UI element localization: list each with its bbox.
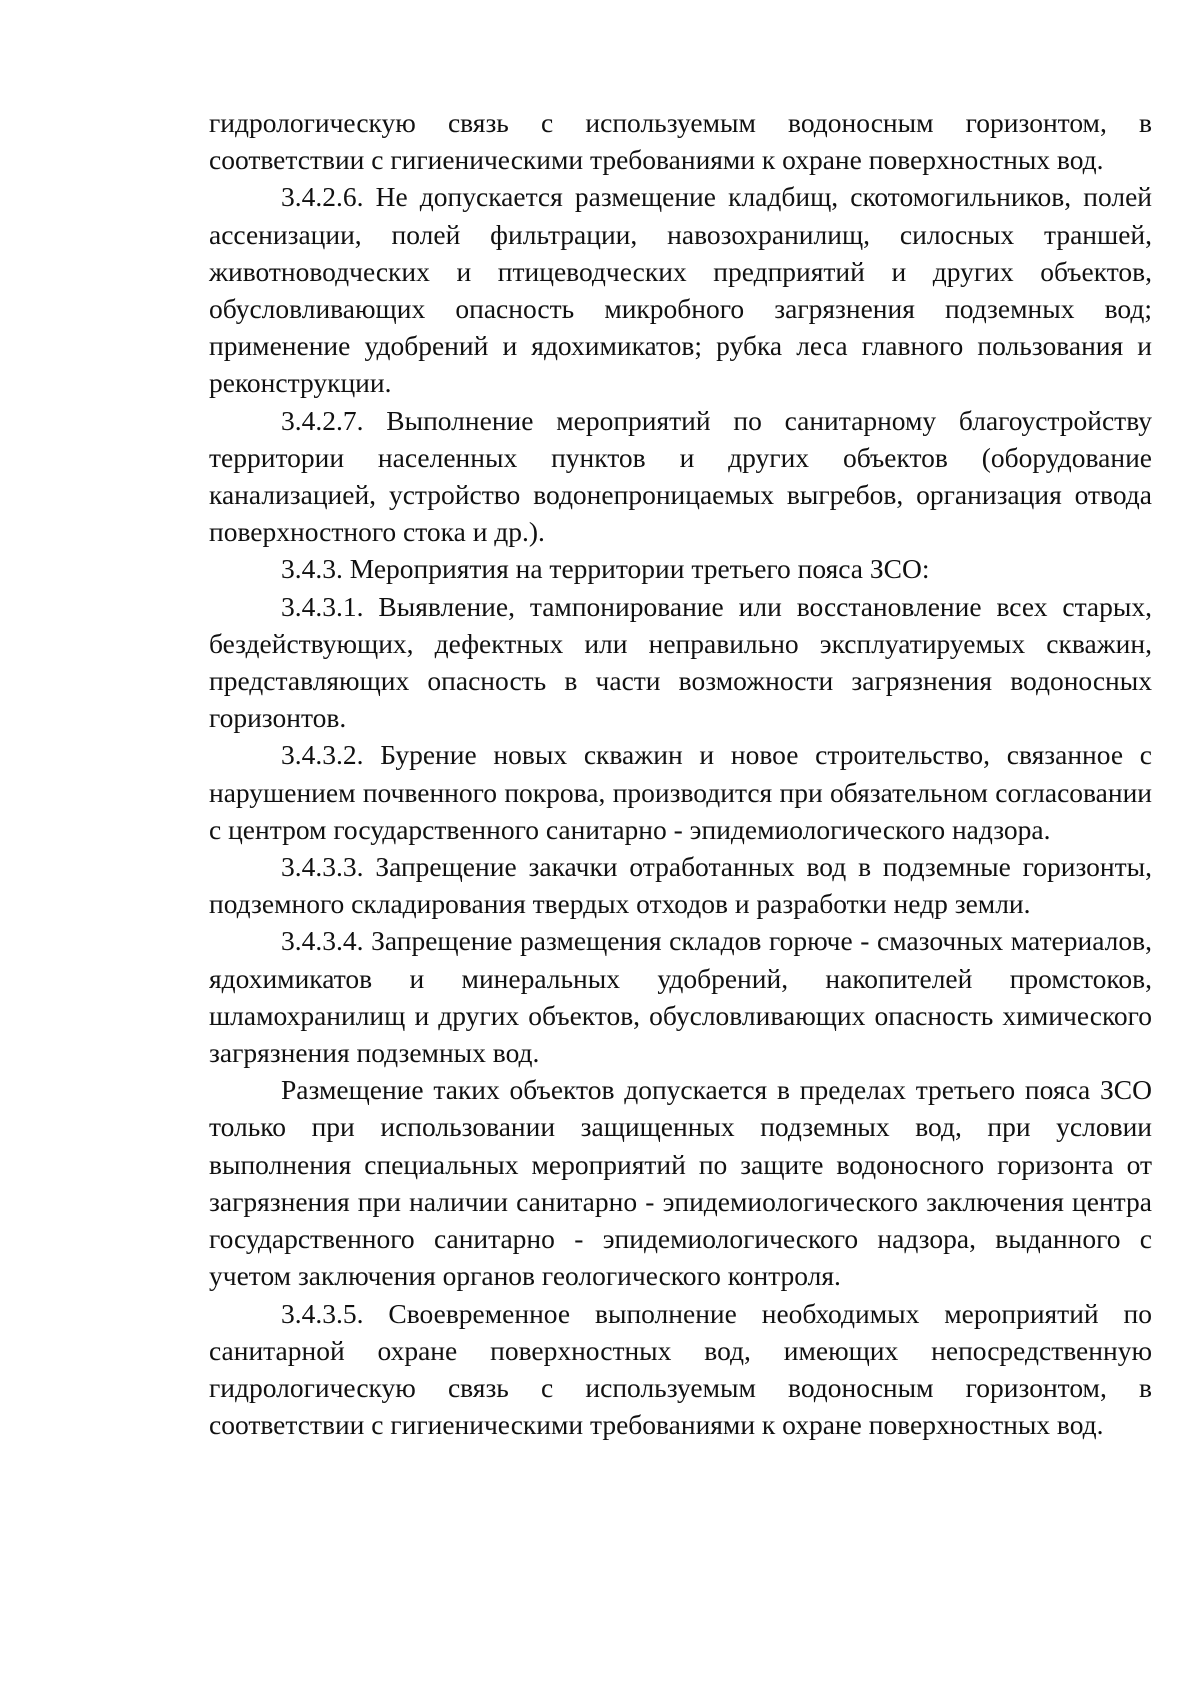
paragraph-3-4-3-2: 3.4.3.2. Бурение новых скважин и новое строительство, связанное с нарушением почвенного покрова, производится при обязательном согласовании с центром государственного санитарно - эпидемиологического надзора.	[209, 739, 1152, 845]
paragraph-3-4-3-1: 3.4.3.1. Выявление, тампонирование или восстановление всех старых, бездействующих, дефектных или неправильно эксплуатируемых скважин, представляющих опасность в части возможности загрязнения водоносных горизонтов.	[209, 590, 1152, 734]
paragraph-continuation: гидрологическую связь с используемым водоносным горизонтом, в соответствии с гигиеническими требованиями к охране поверхностных вод.	[209, 107, 1152, 176]
paragraph-3-4-3-4: 3.4.3.4. Запрещение размещения складов горюче - смазочных материалов, ядохимикатов и минеральных удобрений, накопителей промстоков, шламохранилищ и других объектов, обусловливающих опасность химического загрязнения подземных вод.	[209, 925, 1152, 1069]
paragraph-3-4-2-7: 3.4.2.7. Выполнение мероприятий по санитарному благоустройству территории населенных пунктов и других объектов (оборудование канализацией, устройство водонепроницаемых выгребов, организация отвода поверхностного стока и др.).	[209, 404, 1152, 548]
paragraph-3-4-3: 3.4.3. Мероприятия на территории третьего пояса ЗСО:	[281, 553, 930, 585]
paragraph-3-4-3-3: 3.4.3.3. Запрещение закачки отработанных вод в подземные горизонты, подземного складирования твердых отходов и разработки недр земли.	[209, 851, 1152, 920]
paragraph-3-4-3-5: 3.4.3.5. Своевременное выполнение необходимых мероприятий по санитарной охране поверхностных вод, имеющих непосредственную гидрологическую связь с используемым водоносным горизонтом, в соответствии с гигиеническими требованиями к охране поверхностных вод.	[209, 1297, 1152, 1441]
document-body	[209, 104, 1152, 1443]
paragraph-3-4-2-6: 3.4.2.6. Не допускается размещение кладбищ, скотомогильников, полей ассенизации, полей фильтрации, навозохранилищ, силосных траншей, животноводческих и птицеводческих предприятий и других объектов, обусловливающих опасность микробного загрязнения подземных вод; применение удобрений и ядохимикатов; рубка леса главного пользования и реконструкции.	[209, 181, 1152, 399]
paragraph-placement-conditions: Размещение таких объектов допускается в пределах третьего пояса ЗСО только при использовании защищенных подземных вод, при условии выполнения специальных мероприятий по защите водоносного горизонта от загрязнения при наличии санитарно - эпидемиологического заключения центра государственного санитарно - эпидемиологического надзора, выданного с учетом заключения органов геологического контроля.	[209, 1074, 1152, 1292]
